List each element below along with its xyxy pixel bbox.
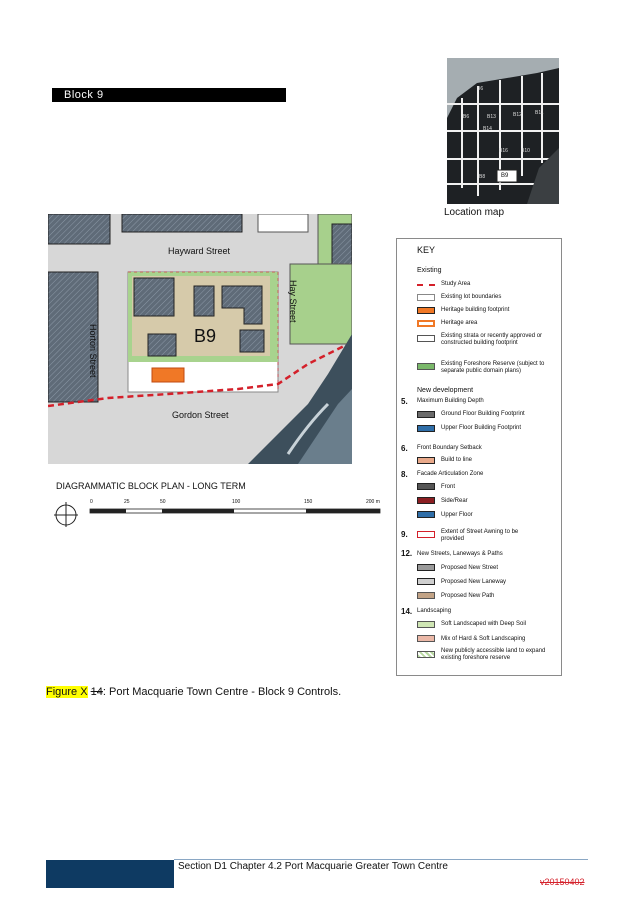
key-section-title: New Streets, Laneways & Paths: [417, 551, 503, 557]
loc-label: B8: [479, 174, 486, 180]
street-label-hay: Hay Street: [288, 280, 298, 323]
scale-tick: 0: [90, 499, 93, 505]
key-item: Existing Foreshore Reserve (subject to separate public domain plans): [441, 361, 545, 374]
figure-caption: [46, 686, 341, 698]
loc-label: B6: [477, 86, 484, 92]
key-section-number: 12.: [401, 549, 413, 558]
key-item: Extent of Street Awning to be provided: [441, 529, 519, 542]
street-label-hayward: Hayward Street: [168, 246, 231, 256]
loc-label: B10: [521, 148, 530, 154]
scale-tick: 100: [232, 499, 241, 505]
key-title: KEY: [417, 245, 436, 255]
key-item: Existing lot boundaries: [441, 294, 502, 300]
diagram-title: DIAGRAMMATIC BLOCK PLAN - LONG TERM: [56, 481, 246, 491]
key-item: Heritage building footprint: [441, 307, 510, 313]
block-plan: [48, 214, 352, 464]
loc-label: B6: [463, 114, 470, 120]
block-label: B9: [194, 326, 217, 346]
street-label-gordon: Gordon Street: [172, 410, 229, 420]
key-section-number: 5.: [401, 397, 408, 406]
key-item: Upper Floor: [441, 512, 473, 518]
caption-struck-number: 14: [90, 686, 103, 698]
footer-bar: [46, 860, 174, 888]
loc-label: B12: [513, 112, 522, 118]
location-map-caption: Location map: [444, 207, 505, 218]
key-section-number: 6.: [401, 444, 408, 453]
key-item: Front: [441, 484, 456, 490]
loc-label-highlight: B9: [501, 173, 509, 179]
loc-label: B14: [483, 126, 492, 132]
loc-label: B16: [499, 148, 508, 154]
footer-text: Section D1 Chapter 4.2 Port Macquarie Greater Town Centre: [178, 861, 448, 872]
footer-rule: [174, 859, 588, 860]
loc-label: B13: [487, 114, 496, 120]
key-item: Side/Rear: [441, 498, 468, 504]
key-section-number: 9.: [401, 530, 408, 539]
key-new-heading: New development: [417, 387, 474, 394]
key-section-title: Facade Articulation Zone: [417, 471, 484, 477]
key-section-number: 14.: [401, 607, 413, 616]
key-item: Mix of Hard & Soft Landscaping: [441, 636, 526, 642]
location-map: [447, 58, 559, 204]
key-section-number: 8.: [401, 470, 408, 479]
key-existing-heading: Existing: [417, 267, 442, 274]
key-item: Proposed New Street: [441, 565, 499, 571]
block-title: Block 9: [52, 88, 286, 102]
key-item: New publicly accessible land to expand existing foreshore reserve: [441, 648, 546, 661]
key-item: Soft Landscaped with Deep Soil: [441, 621, 527, 627]
key-item: Build to line: [441, 457, 473, 463]
key-panel: [396, 238, 562, 676]
caption-highlight: Figure X: [46, 686, 88, 698]
caption-text: : Port Macquarie Town Centre - Block 9 Controls.: [102, 686, 342, 698]
key-section-title: Maximum Building Depth: [417, 398, 484, 404]
scale-tick: 150: [304, 499, 313, 505]
key-item: Study Area: [441, 281, 471, 287]
scale-bar: [54, 497, 384, 527]
loc-label: B11: [535, 110, 544, 116]
footer-version: v20150402: [540, 877, 585, 887]
key-section-title: Landscaping: [417, 608, 452, 614]
street-label-horton: Horton Street: [88, 324, 98, 378]
key-item: Existing strata or recently approved or constructed building footprint: [441, 333, 543, 346]
scale-tick: 200 m: [366, 499, 380, 505]
key-item: Proposed New Laneway: [441, 579, 507, 585]
scale-tick: 25: [124, 499, 130, 505]
key-item: Proposed New Path: [441, 593, 495, 599]
key-item: Ground Floor Building Footprint: [441, 411, 525, 417]
key-item: Heritage area: [441, 320, 478, 326]
key-item: Upper Floor Building Footprint: [441, 425, 522, 431]
key-section-title: Front Boundary Setback: [417, 445, 482, 451]
scale-tick: 50: [160, 499, 166, 505]
